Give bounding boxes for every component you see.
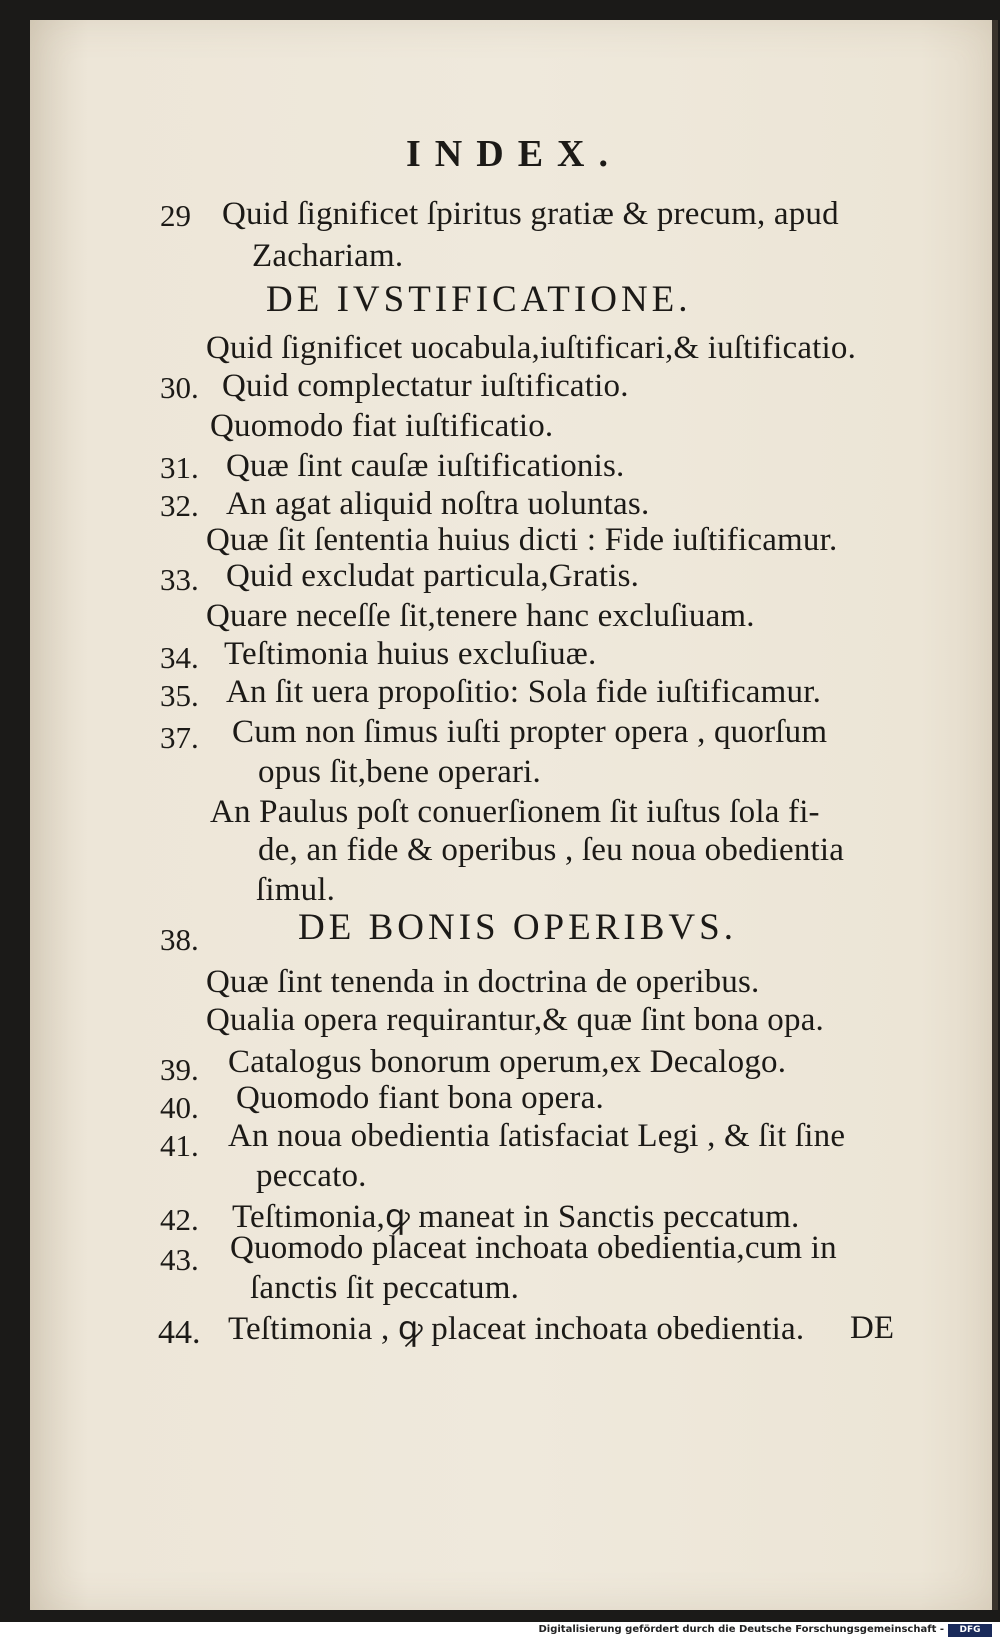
entry-text: Teſtimonia , ꝙ placeat inchoata obedientia. [228,1311,805,1347]
entry-number: 31. [160,450,199,485]
dfg-logo: DFG [948,1624,992,1637]
entry-text: Zachariam. [252,238,404,274]
entry-number: 32. [160,488,199,523]
entry-number: 44. [158,1314,201,1351]
entry-number: 43. [160,1242,199,1277]
entry-text: Quomodo fiat iuſtificatio. [210,408,554,444]
entry-number: 40. [160,1090,199,1125]
page-title: INDEX. [406,133,622,175]
entry-number: 35. [160,678,199,713]
entry-number: 37. [160,720,199,755]
section-heading: DE BONIS OPERIBVS. [298,907,737,948]
entry-text: Quid complectatur iuſtificatio. [222,368,629,404]
entry-number: 38. [160,922,199,957]
entry-text: ſimul. [256,872,336,908]
entry-text: Quæ ſit ſententia huius dicti : Fide iuſtificamur. [206,522,838,558]
entry-number: 29 [160,198,191,233]
entry-text: Teſtimonia,ꝙ maneat in Sanctis peccatum. [232,1199,800,1235]
entry-text: de, an fide & operibus , ſeu noua obedientia [258,832,845,868]
entry-number: 34. [160,640,199,675]
entry-text: An agat aliquid noſtra uoluntas. [226,486,650,522]
book-page [30,20,998,1610]
entry-text: Quomodo placeat inchoata obedientia,cum in [230,1230,837,1266]
entry-text: Quare neceſſe ſit,tenere hanc excluſiuam. [206,598,755,634]
entry-text: Quæ ſint cauſæ iuſtificationis. [226,448,625,484]
entry-text: Quomodo fiant bona opera. [236,1080,604,1116]
footer-bar [0,1622,1000,1640]
entry-text: opus ſit,bene operari. [258,754,541,790]
entry-text: Quid excludat particula,Gratis. [226,558,640,594]
entry-number: 41. [160,1128,199,1163]
section-heading: DE IVSTIFICATIONE. [266,279,692,320]
entry-number: 30. [160,370,199,405]
entry-text: An ſit uera propoſitio: Sola fide iuſtificamur. [226,674,822,710]
entry-text: Cum non ſimus iuſti propter opera , quorſum [232,714,828,750]
entry-text: peccato. [256,1158,367,1194]
entry-text: ſanctis ſit peccatum. [250,1270,520,1306]
entry-number: 39. [160,1052,199,1087]
catchword: DE [850,1310,894,1346]
entry-text: Qualia opera requirantur,& quæ ſint bona opa. [206,1002,825,1038]
entry-number: 33. [160,562,199,597]
entry-text: Quid ſignificet ſpiritus gratiæ & precum, apud [222,196,839,232]
entry-text: An noua obedientia ſatisfaciat Legi , & ſit ſine [228,1118,846,1154]
entry-text: Quid ſignificet uocabula,iuſtificari,& iuſtificatio. [206,330,857,366]
entry-text: Catalogus bonorum operum,ex Decalogo. [228,1044,787,1080]
entry-text: Teſtimonia huius excluſiuæ. [224,636,597,672]
entry-text: Quæ ſint tenenda in doctrina de operibus. [206,964,760,1000]
entry-text: An Paulus poſt conuerſionem ſit iuſtus ſola fi- [210,794,820,830]
page-edge [992,20,998,1610]
footer-credit: Digitalisierung gefördert durch die Deutsche Forschungsgemeinschaft - [538,1624,944,1635]
entry-number: 42. [160,1202,199,1237]
